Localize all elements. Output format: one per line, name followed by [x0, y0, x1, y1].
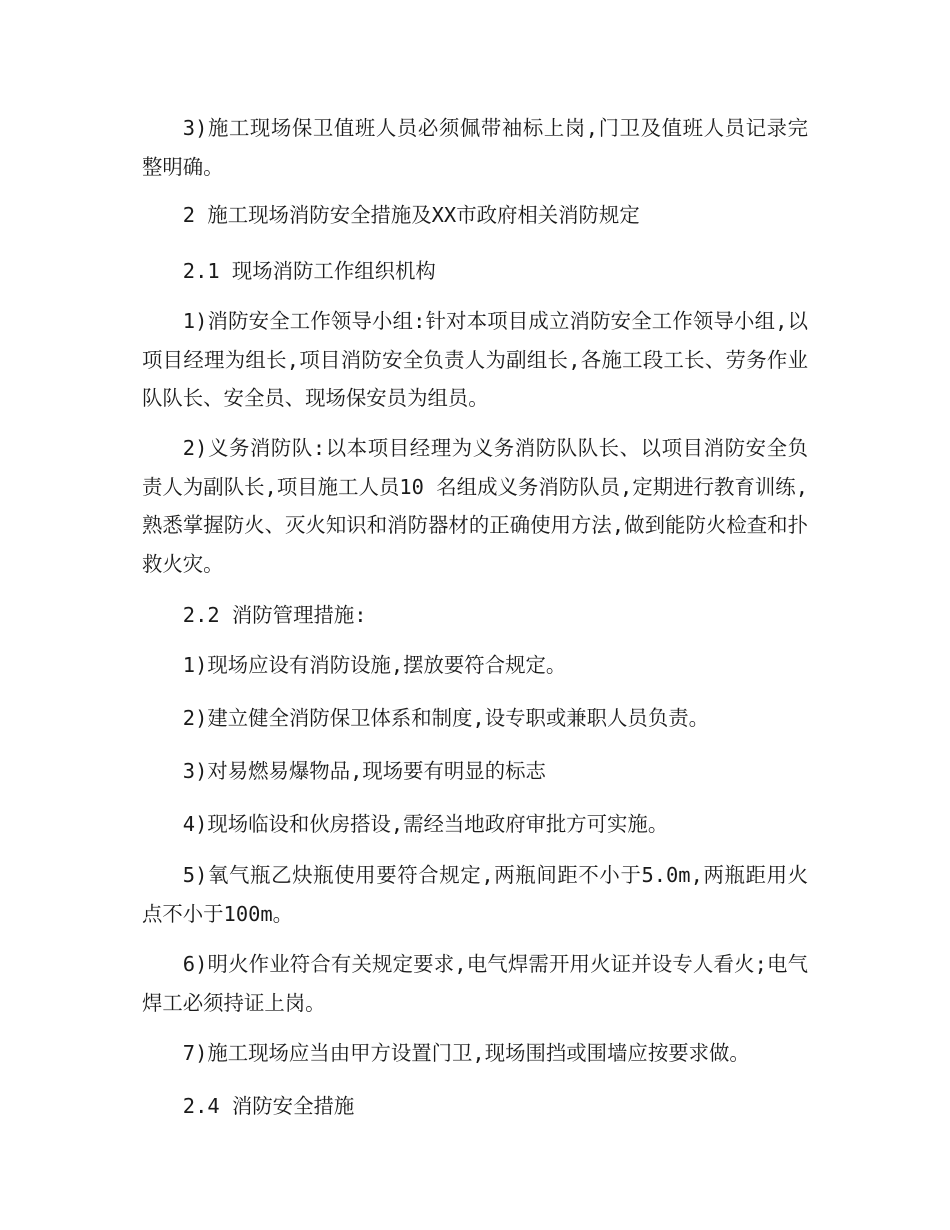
section-heading-2-2: 2.2 消防管理措施: [182, 603, 367, 627]
list-item-3: 3)对易燃易爆物品,现场要有明显的标志 [182, 759, 546, 783]
section-heading-2-4: 2.4 消防安全措施 [182, 1094, 355, 1118]
list-item-1: 1)现场应设有消防设施,摆放要符合规定。 [182, 653, 567, 677]
list-item-2: 2)建立健全消防保卫体系和制度,设专职或兼职人员负责。 [182, 706, 709, 730]
paragraph-volunteer-team: 2)义务消防队:以本项目经理为义务消防队队长、以项目消防安全负责人为副队长,项目施工人员10 名组成义务消防队员,定期进行教育训练,熟悉掌握防火、灭火知识和消防器材的正确使用方法,做到能防火检查和扑救火灾。 [142, 436, 808, 576]
section-heading-2-1: 2.1 现场消防工作组织机构 [182, 259, 436, 283]
list-item-7: 7)施工现场应当由甲方设置门卫,现场围挡或围墙应按要求做。 [182, 1041, 750, 1065]
list-item-6: 6)明火作业符合有关规定要求,电气焊需开用火证并设专人看火;电气焊工必须持证上岗。 [142, 952, 808, 1015]
paragraph-leadership-group: 1)消防安全工作领导小组:针对本项目成立消防安全工作领导小组,以项目经理为组长,项目消防安全负责人为副组长,各施工段工长、劳务作业队队长、安全员、现场保安员为组员。 [142, 309, 808, 410]
paragraph-guard-duty: 3)施工现场保卫值班人员必须佩带袖标上岗,门卫及值班人员记录完整明确。 [142, 116, 808, 179]
list-item-4: 4)现场临设和伙房搭设,需经当地政府审批方可实施。 [182, 812, 669, 836]
list-item-5: 5)氧气瓶乙炔瓶使用要符合规定,两瓶间距不小于5.0m,两瓶距用火点不小于100m。 [142, 863, 808, 926]
section-heading-2: 2 施工现场消防安全措施及XX市政府相关消防规定 [182, 203, 640, 227]
